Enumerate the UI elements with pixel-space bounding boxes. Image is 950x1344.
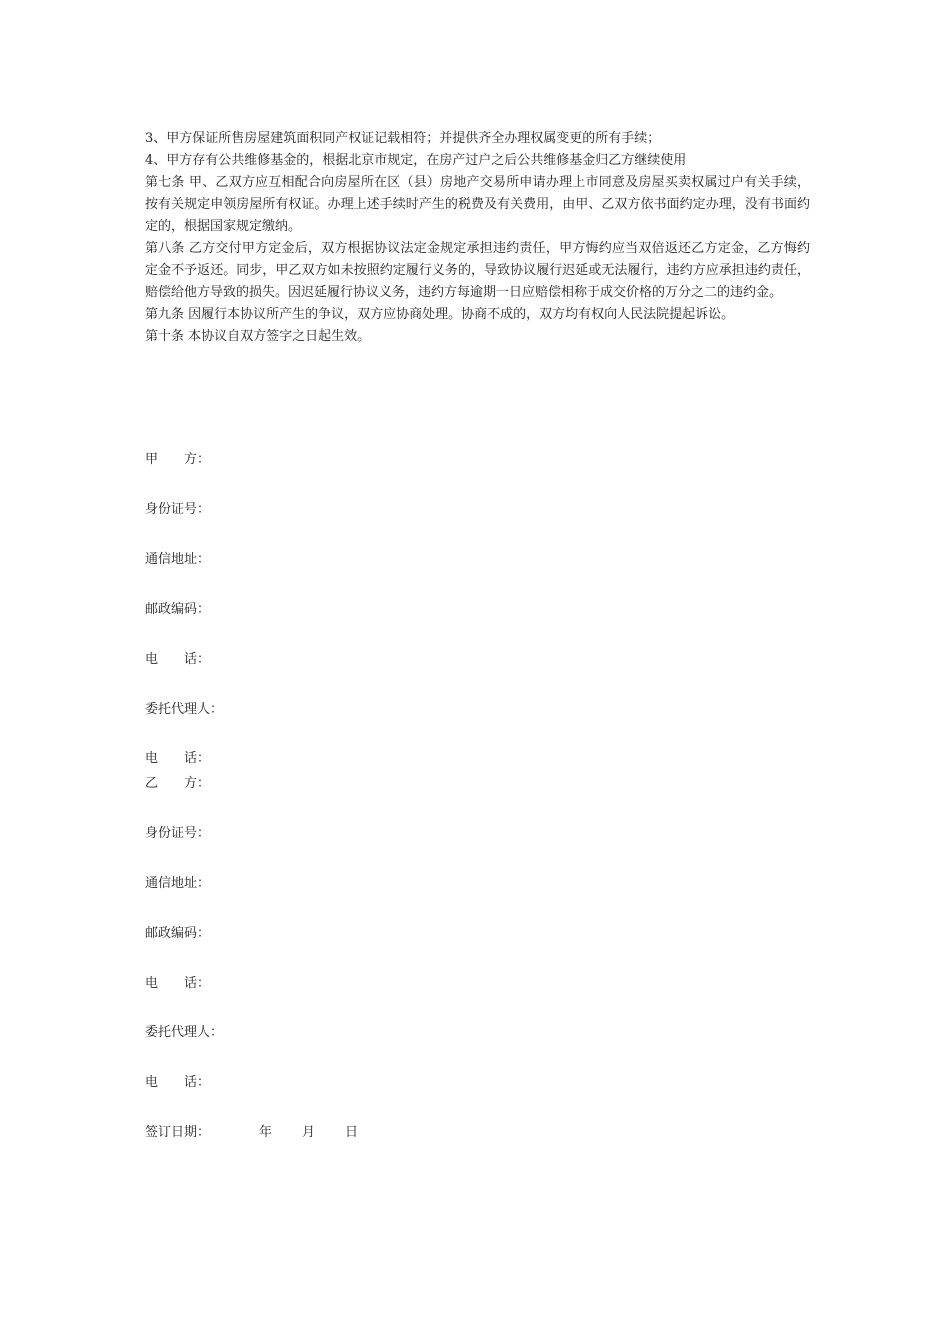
party-a-label: 甲 方：: [145, 452, 211, 467]
clause-item-4: 4、甲方存有公共维修基金的，根据北京市规定，在房产过户之后公共维修基金归乙方继续使用: [145, 153, 687, 168]
contract-clauses: [145, 128, 810, 348]
clause-item-3: 3、甲方保证所售房屋建筑面积同产权证记载相符；并提供齐全办理权属变更的所有手续；: [145, 131, 661, 146]
clause-article-9: 第九条 因履行本协议所产生的争议，双方应协商处理。协商不成的，双方均有权向人民法院提起诉讼。: [145, 307, 735, 322]
clause-article-7: 第七条 甲、乙双方应互相配合向房屋所在区（县）房地产交易所申请办理上市同意及房屋买卖权属过户有关手续，按有关规定申领房屋所有权证。办理上述手续时产生的税费及有关费用，由甲、乙双方依书面约定办理，没有书面约定的，根据国家规定缴纳。: [145, 175, 810, 234]
party-b-agent-label: 委托代理人：: [145, 1025, 224, 1040]
party-a-phone-label: 电 话：: [145, 652, 211, 667]
party-a-agent-phone-label: 电 话：: [145, 751, 211, 766]
party-b-phone-label: 电 话：: [145, 976, 211, 991]
party-b-postcode-label: 邮政编码：: [145, 926, 211, 941]
party-b-label: 乙 方：: [145, 776, 211, 791]
clause-article-10: 第十条 本协议自双方签字之日起生效。: [145, 329, 371, 344]
signing-date-label: 签订日期：: [145, 1125, 211, 1140]
party-a-id-number-label: 身份证号：: [145, 502, 211, 517]
signing-date-year: 年: [259, 1125, 273, 1140]
signing-date-day: 日: [345, 1125, 359, 1140]
party-a-postcode-label: 邮政编码：: [145, 602, 211, 617]
signing-date-row: [145, 1123, 358, 1143]
party-a-agent-label: 委托代理人：: [145, 702, 224, 717]
party-a-address-label: 通信地址：: [145, 552, 211, 567]
party-b-address-label: 通信地址：: [145, 876, 211, 891]
party-b-id-number-label: 身份证号：: [145, 826, 211, 841]
clause-article-8: 第八条 乙方交付甲方定金后，双方根据协议法定金规定承担违约责任，甲方悔约应当双倍返还乙方定金，乙方悔约定金不予返还。同步，甲乙双方如未按照约定履行义务的，导致协议履行迟延或无法履行，违约方应承担违约责任，赔偿给他方导致的损失。因迟延履行协议义务，违约方每逾期一日应赔偿相称于成交价格的万分之二的违约金。: [145, 241, 810, 300]
party-b-agent-phone-label: 电 话：: [145, 1075, 211, 1090]
signing-date-month: 月: [302, 1125, 316, 1140]
